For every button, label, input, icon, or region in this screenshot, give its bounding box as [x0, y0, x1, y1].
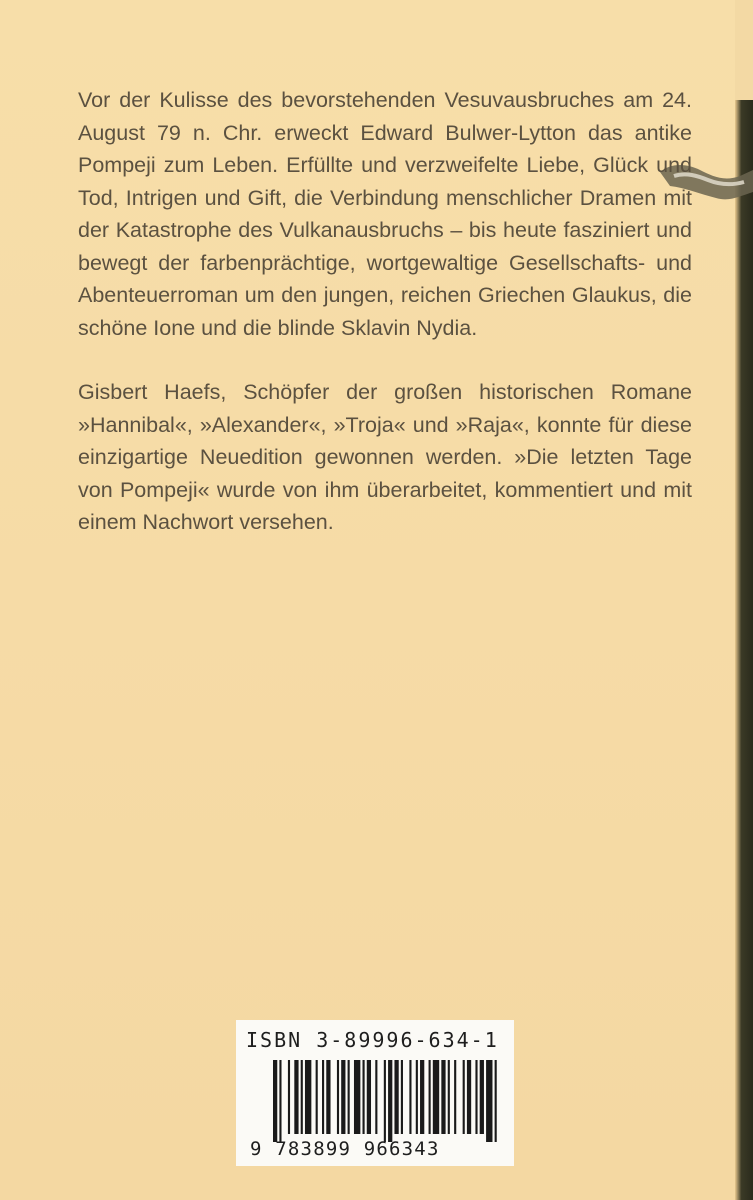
- blurb-paragraph-1: Vor der Kulisse des bevorstehenden Vesuvausbruches am 24. August 79 n. Chr. erweckt Edward Bulwer-Lytton das antike Pompeji zum Leben. Erfüllte und verzweifelte Liebe, Glück und Tod, Intrigen und Gift, die Verbindung menschlicher Dramen mit der Katastrophe des Vulkanausbruchs – bis heute fasziniert und bewegt der farbenprächtige, wortgewaltige Gesellschafts- und Abenteuerroman um den jungen, reichen Griechen Glaukus, die schöne Ione und die blinde Sklavin Nydia.: [78, 88, 692, 340]
- barcode-bar: [475, 1060, 477, 1134]
- barcode-bar: [454, 1060, 456, 1134]
- barcode-bar: [384, 1060, 386, 1142]
- barcode-bar: [480, 1060, 484, 1134]
- isbn-number: ISBN 3-89996-634-1: [246, 1028, 499, 1052]
- barcode-bar: [322, 1060, 324, 1134]
- barcode-bar: [420, 1060, 424, 1134]
- barcode-bar: [316, 1060, 318, 1134]
- barcode-bar: [294, 1060, 298, 1134]
- barcode-bar: [409, 1060, 411, 1134]
- barcode-bar: [429, 1060, 431, 1134]
- barcode-bar: [273, 1060, 277, 1142]
- barcode-bar: [363, 1060, 365, 1134]
- barcode-bar: [305, 1060, 311, 1134]
- blurb-text: [78, 84, 692, 571]
- barcode-bar: [375, 1060, 377, 1134]
- barcode-bar: [463, 1060, 465, 1134]
- barcode-icon: [273, 1060, 501, 1142]
- barcode-bar: [348, 1060, 350, 1134]
- barcode-bar: [326, 1060, 330, 1134]
- barcode-bar: [486, 1060, 492, 1142]
- barcode-bar: [388, 1060, 392, 1142]
- barcode-bar: [337, 1060, 339, 1134]
- barcode-bar: [416, 1060, 418, 1134]
- cover-edge-top: [735, 0, 753, 100]
- isbn-barcode-label: [236, 1020, 514, 1166]
- barcode-bar: [394, 1060, 398, 1134]
- barcode-bar: [301, 1060, 303, 1134]
- barcode-bar: [467, 1060, 471, 1134]
- barcode-bar: [354, 1060, 360, 1134]
- barcode-bar: [495, 1060, 497, 1142]
- barcode-bar: [433, 1060, 439, 1134]
- barcode-bar: [448, 1060, 450, 1134]
- barcode-bar: [441, 1060, 445, 1134]
- ean-number: 9 783899 966343: [250, 1138, 440, 1160]
- barcode-bar: [401, 1060, 403, 1134]
- blurb-paragraph-2: Gisbert Haefs, Schöpfer der großen historischen Romane »Hannibal«, »Alexander«, »Troja« und »Raja«, konnte für diese einzigartige Neuedition gewonnen werden. »Die letzten Tage von Pompeji« wurde von ihm überarbeitet, kommentiert und mit einem Nachwort versehen.: [78, 380, 692, 534]
- barcode-bar: [341, 1060, 345, 1134]
- barcode-bar: [279, 1060, 281, 1142]
- barcode-bar: [367, 1060, 371, 1134]
- barcode-bar: [288, 1060, 290, 1134]
